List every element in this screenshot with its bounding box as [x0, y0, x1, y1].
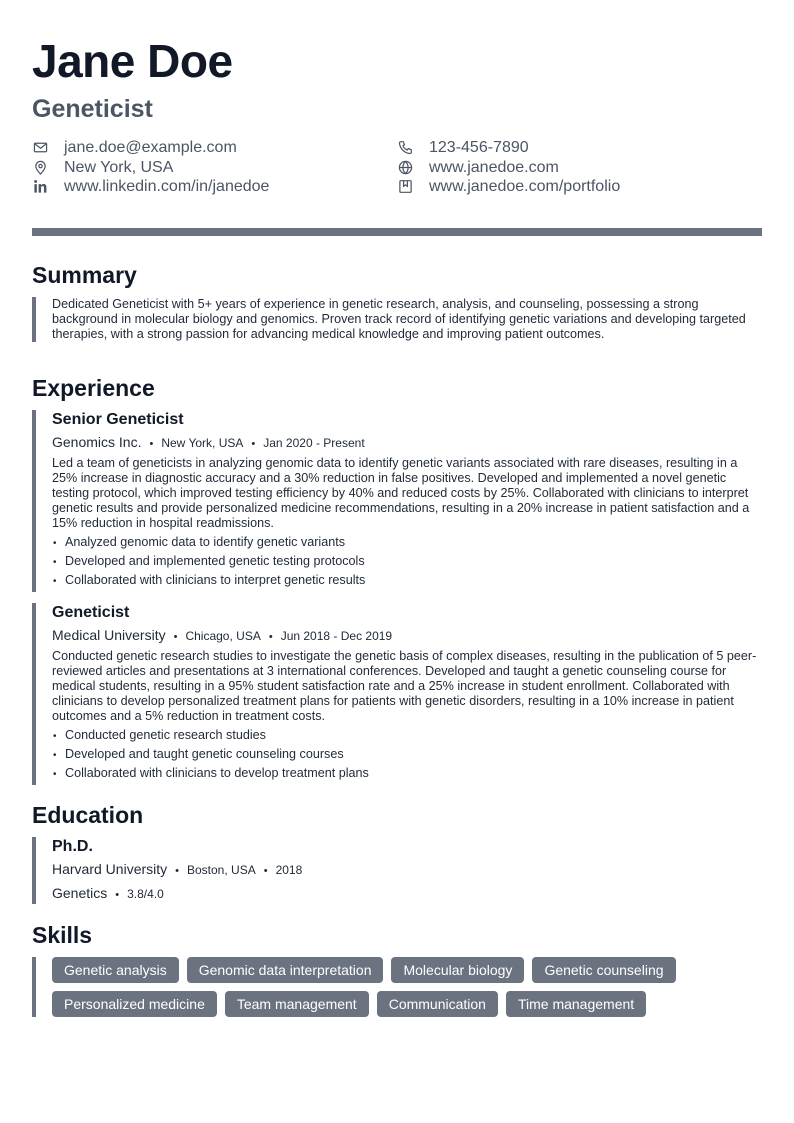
- contact-phone[interactable]: [397, 138, 529, 157]
- list-item: • Developed and taught genetic counseling courses: [52, 747, 762, 762]
- job-dates: Jan 2020 - Present: [263, 436, 365, 450]
- candidate-role: Geneticist: [32, 95, 153, 123]
- contact-linkedin[interactable]: [32, 177, 269, 196]
- separator-dot: •: [251, 438, 256, 450]
- job-company: Medical University: [52, 627, 166, 643]
- summary-block: [32, 297, 762, 342]
- linkedin-icon: [32, 179, 48, 195]
- globe-icon: [397, 160, 413, 176]
- map-pin-icon: [32, 160, 48, 176]
- job-bullets: [52, 535, 762, 588]
- separator-dot: •: [263, 865, 268, 877]
- job-title: Senior Geneticist: [52, 411, 184, 428]
- header-divider: [32, 228, 762, 236]
- job-entry: [32, 410, 762, 592]
- skill-chip: Team management: [225, 991, 369, 1017]
- phone-text[interactable]: 123-456-7890: [429, 138, 529, 156]
- job-bullets: [52, 728, 762, 781]
- location-text: New York, USA: [64, 158, 174, 176]
- list-item: • Analyzed genomic data to identify genetic variants: [52, 535, 762, 550]
- job-location: New York, USA: [161, 436, 244, 450]
- skill-chip: Time management: [506, 991, 646, 1017]
- website-text[interactable]: www.janedoe.com: [429, 158, 559, 176]
- gpa: 3.8/4.0: [127, 887, 164, 901]
- candidate-name: Jane Doe: [32, 35, 233, 87]
- skills-list: [52, 957, 762, 1017]
- job-title: Geneticist: [52, 604, 130, 621]
- job-meta: [52, 626, 762, 646]
- education-block: [32, 837, 762, 904]
- contact-location: [32, 158, 173, 177]
- skill-chip: Genetic counseling: [532, 957, 675, 983]
- contact-website[interactable]: [397, 158, 559, 177]
- contact-email[interactable]: [32, 138, 237, 157]
- graduation-year: 2018: [275, 863, 303, 877]
- list-item: • Conducted genetic research studies: [52, 728, 762, 743]
- skills-block: [32, 957, 762, 1017]
- school-name: Harvard University: [52, 861, 168, 877]
- skill-chip: Personalized medicine: [52, 991, 217, 1017]
- phone-icon: [397, 140, 413, 156]
- email-text[interactable]: jane.doe@example.com: [64, 138, 237, 156]
- summary-text: Dedicated Geneticist with 5+ years of experience in genetic research, analysis, and counseling, possessing a strong background in molecular biology and genomics. Proven track record of identifying genetic variations and developing targeted therapies, with a strong passion for advancing medical knowledge and improving patient outcomes.: [52, 297, 746, 341]
- education-field-meta: [52, 884, 762, 904]
- list-item: • Collaborated with clinicians to develop treatment plans: [52, 766, 762, 781]
- education-meta: [52, 860, 762, 880]
- job-meta: [52, 433, 762, 453]
- list-item: • Developed and implemented genetic testing protocols: [52, 554, 762, 569]
- job-description: Conducted genetic research studies to investigate the genetic basis of complex diseases, resulting in the publication of 5 peer-reviewed articles and presentations at 3 international conferences. Developed and taught a genetic counseling course for medical students, resulting in a 95% student satisfaction rate and a 25% increase in student enrollment. Collaborated with clinicians to develop personalized treatment plans for patients with genetic disorders, resulting in a 10% increase in patient outcomes and a 5% reduction in treatment costs.: [52, 649, 757, 723]
- school-location: Boston, USA: [187, 863, 256, 877]
- job-dates: Jun 2018 - Dec 2019: [280, 629, 393, 643]
- job-description: Led a team of geneticists in analyzing genomic data to identify genetic variants associated with rare diseases, resulting in a 25% increase in diagnostic accuracy and a 30% reduction in false positives. Developed and implemented a novel genetic testing protocol, which improved testing efficiency by 40% and reduced costs by 25%. Collaborated with clinicians to interpret genetic results and provide personalized medicine recommendations, resulting in a 20% increase in patient satisfaction and a 15% reduction in hospital readmissions.: [52, 456, 750, 530]
- linkedin-text[interactable]: www.linkedin.com/in/janedoe: [64, 177, 270, 195]
- job-entry: [32, 603, 762, 785]
- skill-chip: Communication: [377, 991, 498, 1017]
- separator-dot: •: [268, 631, 273, 643]
- separator-dot: •: [173, 631, 178, 643]
- separator-dot: •: [115, 889, 120, 901]
- mail-icon: [32, 140, 48, 156]
- separator-dot: •: [175, 865, 179, 877]
- skill-chip: Genomic data interpretation: [187, 957, 384, 983]
- contact-portfolio[interactable]: [397, 177, 620, 196]
- degree: Ph.D.: [52, 838, 93, 855]
- job-location: Chicago, USA: [185, 629, 261, 643]
- skills-heading: Skills: [32, 922, 93, 948]
- separator-dot: •: [149, 438, 154, 450]
- portfolio-text[interactable]: www.janedoe.com/portfolio: [429, 177, 621, 195]
- skill-chip: Molecular biology: [391, 957, 524, 983]
- bookmark-icon: [397, 179, 413, 195]
- job-company: Genomics Inc.: [52, 434, 142, 450]
- skill-chip: Genetic analysis: [52, 957, 179, 983]
- field-of-study: Genetics: [52, 885, 108, 901]
- summary-heading: Summary: [32, 262, 137, 288]
- education-heading: Education: [32, 802, 144, 828]
- list-item: • Collaborated with clinicians to interpret genetic results: [52, 573, 762, 588]
- experience-heading: Experience: [32, 375, 155, 401]
